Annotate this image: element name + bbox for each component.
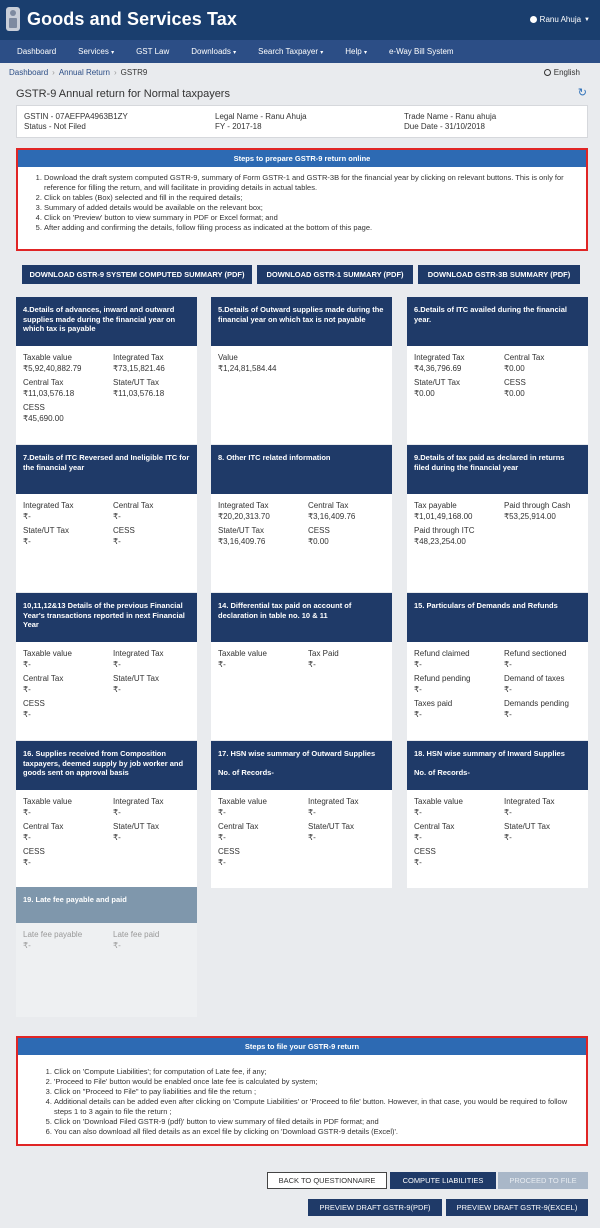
tile-body xyxy=(16,494,197,592)
cell-value: ₹- xyxy=(218,833,226,842)
cell-value: ₹- xyxy=(23,858,31,867)
cell-label: Central Tax xyxy=(113,501,154,510)
state-tax xyxy=(113,377,164,399)
tile-body xyxy=(16,642,197,740)
tile-table-8[interactable] xyxy=(211,445,392,592)
tile-body xyxy=(211,346,392,444)
cell-value: ₹- xyxy=(113,537,121,546)
breadcrumb-current: GSTR9 xyxy=(120,68,148,77)
tile-body xyxy=(16,790,197,888)
cell-label: Late fee payable xyxy=(23,930,83,939)
language-label: English xyxy=(553,68,580,77)
central-tax xyxy=(23,377,74,399)
taxable-value xyxy=(218,648,267,670)
cell-value: ₹0.00 xyxy=(504,364,525,373)
record-count: No. of Records- xyxy=(218,767,274,777)
nav-help-label: Help xyxy=(345,47,362,56)
integrated-tax xyxy=(23,500,74,522)
chevron-down-icon: ▼ xyxy=(584,16,590,23)
globe-icon xyxy=(544,69,551,76)
cess xyxy=(504,377,526,399)
user-menu[interactable] xyxy=(530,15,590,24)
central-tax xyxy=(23,821,63,843)
list-item: 2. Click on tables (Box) selected and fill in the required details; xyxy=(44,193,578,203)
preview-draft-pdf-button[interactable]: PREVIEW DRAFT GSTR-9(PDF) xyxy=(308,1199,442,1216)
cell-label: Value xyxy=(218,353,238,362)
value xyxy=(218,352,276,374)
breadcrumb-separator: › xyxy=(113,68,117,77)
tile-table-5[interactable] xyxy=(211,297,392,444)
cell-label: Taxable value xyxy=(218,649,267,658)
cell-value: ₹- xyxy=(113,660,121,669)
file-steps-title: Steps to file your GSTR-9 return xyxy=(18,1038,586,1055)
cell-value: ₹- xyxy=(504,710,512,719)
cell-value: ₹- xyxy=(23,808,31,817)
cell-value: ₹- xyxy=(414,660,422,669)
download-gstr3b-summary-button[interactable]: DOWNLOAD GSTR-3B SUMMARY (PDF) xyxy=(418,265,580,284)
tile-table-16[interactable] xyxy=(16,741,197,888)
tile-title: 5.Details of Outward supplies made during the financial year on which tax is not payable xyxy=(211,297,392,346)
cell-label: CESS xyxy=(23,699,45,708)
nav-services[interactable] xyxy=(67,40,125,63)
cell-value: ₹3,16,409.76 xyxy=(308,512,356,521)
tile-header xyxy=(211,741,392,790)
cell-label: Refund pending xyxy=(414,674,471,683)
taxable-value xyxy=(23,796,72,818)
cell-value: ₹- xyxy=(218,660,226,669)
cell-label: Central Tax xyxy=(23,378,64,387)
prepare-steps-title: Steps to prepare GSTR-9 return online xyxy=(18,150,586,167)
tile-table-17[interactable] xyxy=(211,741,392,888)
tile-title: 17. HSN wise summary of Outward Supplies xyxy=(218,749,376,758)
language-selector[interactable] xyxy=(544,68,580,77)
cell-value: ₹1,24,81,584.44 xyxy=(218,364,277,373)
cell-value: ₹- xyxy=(504,685,512,694)
user-icon xyxy=(530,16,537,23)
nav-downloads-label: Downloads xyxy=(191,47,231,56)
cell-value: ₹- xyxy=(23,537,31,546)
tile-table-10-13[interactable] xyxy=(16,593,197,740)
taxable-value xyxy=(23,648,72,670)
cell-label: Central Tax xyxy=(504,353,545,362)
nav-help[interactable] xyxy=(334,40,378,63)
cell-value: ₹- xyxy=(504,808,512,817)
nav-services-label: Services xyxy=(78,47,109,56)
cell-value: ₹0.00 xyxy=(414,389,435,398)
cess xyxy=(414,846,436,868)
cell-value: ₹5,92,40,882.79 xyxy=(23,364,82,373)
cell-value: ₹0.00 xyxy=(308,537,329,546)
chevron-down-icon: ▾ xyxy=(111,50,115,56)
list-item: 3. Summary of added details would be available on the relevant box; xyxy=(44,203,578,213)
tile-table-9[interactable] xyxy=(407,445,588,592)
cess xyxy=(23,846,45,868)
paid-through-itc xyxy=(414,525,474,547)
tile-table-7[interactable] xyxy=(16,445,197,592)
cess xyxy=(113,525,135,547)
cell-value: ₹- xyxy=(308,808,316,817)
cell-label: Refund sectioned xyxy=(504,649,567,658)
cell-label: Demands pending xyxy=(504,699,569,708)
list-item: 6. You can also download all filed details as an excel file by clicking on 'Download GSTR-9 details (Excel)'. xyxy=(54,1127,578,1137)
breadcrumb-separator: › xyxy=(52,68,55,77)
tile-header xyxy=(407,741,588,790)
download-gstr1-summary-button[interactable]: DOWNLOAD GSTR-1 SUMMARY (PDF) xyxy=(257,265,413,284)
tile-body xyxy=(16,346,197,444)
download-system-summary-button[interactable]: DOWNLOAD GSTR-9 SYSTEM COMPUTED SUMMARY (PDF) xyxy=(22,265,252,284)
list-item: 4. Click on 'Preview' button to view summary in PDF or Excel format; and xyxy=(44,213,578,223)
cell-label: State/UT Tax xyxy=(414,378,460,387)
cell-value: ₹11,03,576.18 xyxy=(113,389,165,398)
breadcrumb-dashboard[interactable]: Dashboard xyxy=(9,68,49,77)
compute-liabilities-button[interactable]: COMPUTE LIABILITIES xyxy=(390,1172,496,1189)
cell-value: ₹53,25,914.00 xyxy=(504,512,556,521)
cell-label: State/UT Tax xyxy=(113,378,159,387)
state-tax xyxy=(414,377,460,399)
cell-value: ₹- xyxy=(504,660,512,669)
cell-value: ₹- xyxy=(414,858,422,867)
central-tax xyxy=(113,500,153,522)
cell-value: ₹0.00 xyxy=(504,389,525,398)
due-date: Due Date - 31/10/2018 xyxy=(404,122,485,131)
user-name: Ranu Ahuja xyxy=(539,15,582,24)
cell-label: Taxes paid xyxy=(414,699,453,708)
cell-label: CESS xyxy=(23,847,45,856)
prepare-steps-panel xyxy=(16,148,588,251)
cell-label: State/UT Tax xyxy=(113,674,159,683)
tile-body xyxy=(211,494,392,592)
back-to-questionnaire-button[interactable]: BACK TO QUESTIONNAIRE xyxy=(267,1172,387,1189)
cell-label: Paid through ITC xyxy=(414,526,475,535)
tile-title: 4.Details of advances, inward and outward supplies made during the financial year on which tax is payable xyxy=(16,297,197,346)
tile-table-6[interactable] xyxy=(407,297,588,444)
late-fee-payable xyxy=(23,929,82,951)
list-item: 5. Click on 'Download Filed GSTR-9 (pdf)' button to view summary of filed details in PDF format; and xyxy=(54,1117,578,1127)
list-item: 5. After adding and confirming the details, follow filing process as indicated at the bottom of this page. xyxy=(44,223,578,233)
cell-value: ₹4,36,796.69 xyxy=(414,364,462,373)
central-tax xyxy=(504,352,544,374)
emblem-icon xyxy=(6,7,20,31)
cell-value: ₹45,690.00 xyxy=(23,414,64,423)
cell-label: State/UT Tax xyxy=(218,526,264,535)
refresh-icon[interactable]: ↻ xyxy=(577,87,587,99)
status: Status - Not Filed xyxy=(24,122,86,131)
cell-label: Demand of taxes xyxy=(504,674,565,683)
tile-title: 16. Supplies received from Composition taxpayers, deemed supply by job worker and goods sent on approval basis xyxy=(16,741,197,790)
cell-label: Central Tax xyxy=(23,674,64,683)
state-tax xyxy=(308,821,354,843)
cell-label: Taxable value xyxy=(23,797,72,806)
cell-label: Integrated Tax xyxy=(113,649,164,658)
tile-table-14[interactable] xyxy=(211,593,392,740)
cell-value: ₹- xyxy=(218,808,226,817)
tile-body xyxy=(407,346,588,444)
financial-year: FY - 2017-18 xyxy=(215,122,262,131)
cell-value: ₹- xyxy=(308,660,316,669)
trade-name: Trade Name - Ranu ahuja xyxy=(404,112,497,121)
integrated-tax xyxy=(113,796,164,818)
cell-label: Tax payable xyxy=(414,501,457,510)
cell-label: State/UT Tax xyxy=(504,822,550,831)
file-steps-panel xyxy=(16,1036,588,1146)
cell-value: ₹- xyxy=(23,685,31,694)
cell-value: ₹48,23,254.00 xyxy=(414,537,466,546)
brand[interactable] xyxy=(6,7,237,31)
list-item: 1. Click on 'Compute Liabilities'; for computation of Late fee, if any; xyxy=(54,1067,578,1077)
state-tax xyxy=(23,525,69,547)
top-header xyxy=(0,0,600,40)
proceed-to-file-button: PROCEED TO FILE xyxy=(498,1172,588,1189)
refund-claimed xyxy=(414,648,470,670)
tile-body xyxy=(407,790,588,888)
tile-title: 18. HSN wise summary of Inward Supplies xyxy=(414,749,565,758)
breadcrumb xyxy=(9,68,147,77)
record-count: No. of Records- xyxy=(414,767,470,777)
gstin: GSTIN - 07AEFPA4963B1ZY xyxy=(24,112,128,121)
tile-table-15[interactable] xyxy=(407,593,588,740)
taxpayer-info xyxy=(16,105,588,138)
taxable-value xyxy=(23,352,81,374)
cell-label: Taxable value xyxy=(23,353,72,362)
tile-body xyxy=(407,642,588,740)
cell-label: State/UT Tax xyxy=(23,526,69,535)
preview-draft-excel-button[interactable]: PREVIEW DRAFT GSTR-9(EXCEL) xyxy=(446,1199,588,1216)
cell-label: State/UT Tax xyxy=(308,822,354,831)
central-tax xyxy=(308,500,355,522)
cell-value: ₹73,15,821.46 xyxy=(113,364,165,373)
refund-sanctioned xyxy=(504,648,566,670)
tile-title: 9.Details of tax paid as declared in returns filed during the financial year xyxy=(407,445,588,494)
cell-label: Integrated Tax xyxy=(23,501,74,510)
integrated-tax xyxy=(218,500,270,522)
cell-label: Integrated Tax xyxy=(113,353,164,362)
cell-label: Tax Paid xyxy=(308,649,339,658)
cell-value: ₹- xyxy=(23,941,31,950)
nav-gst-law[interactable]: GST Law xyxy=(136,47,170,56)
cell-value: ₹- xyxy=(414,685,422,694)
cell-label: Refund claimed xyxy=(414,649,470,658)
cell-label: Integrated Tax xyxy=(218,501,269,510)
cell-value: ₹- xyxy=(23,660,31,669)
breadcrumb-annual-return[interactable]: Annual Return xyxy=(58,68,110,77)
cell-label: Paid through Cash xyxy=(504,501,571,510)
central-tax xyxy=(218,821,258,843)
tile-title: 8. Other ITC related information xyxy=(211,445,392,494)
cell-label: Taxable value xyxy=(414,797,463,806)
state-tax xyxy=(218,525,265,547)
brand-title: Goods and Services Tax xyxy=(27,8,237,29)
state-tax xyxy=(113,673,159,695)
cell-label: Late fee paid xyxy=(113,930,160,939)
tile-title: 10,11,12&13 Details of the previous Financial Year's transactions reported in next Financial Year xyxy=(16,593,197,642)
cess xyxy=(308,525,330,547)
integrated-tax xyxy=(414,352,465,374)
info-col-2 xyxy=(215,112,307,132)
cess xyxy=(218,846,240,868)
cell-value: ₹- xyxy=(113,808,121,817)
tile-title: 6.Details of ITC availed during the financial year. xyxy=(407,297,588,346)
central-tax xyxy=(23,673,63,695)
taxes-paid xyxy=(414,698,452,720)
cell-value: ₹- xyxy=(414,710,422,719)
nav-dashboard[interactable]: Dashboard xyxy=(17,47,57,56)
cell-label: Central Tax xyxy=(308,501,349,510)
cell-label: CESS xyxy=(414,847,436,856)
tile-title: 15. Particulars of Demands and Refunds xyxy=(407,593,588,642)
cell-value: ₹- xyxy=(113,833,121,842)
info-col-1 xyxy=(24,112,128,132)
tile-body xyxy=(407,494,588,592)
nav-search-taxpayer[interactable] xyxy=(247,40,334,63)
cell-label: CESS xyxy=(308,526,330,535)
paid-through-cash xyxy=(504,500,570,522)
refund-pending xyxy=(414,673,471,695)
cess xyxy=(23,402,64,424)
state-tax xyxy=(113,821,159,843)
cell-label: Integrated Tax xyxy=(414,353,465,362)
tax-paid xyxy=(308,648,339,670)
demand-of-taxes xyxy=(504,673,564,695)
tax-payable xyxy=(414,500,472,522)
nav-downloads[interactable] xyxy=(180,40,247,63)
cess xyxy=(23,698,45,720)
cell-label: CESS xyxy=(113,526,135,535)
page-title: GSTR-9 Annual return for Normal taxpayers xyxy=(16,88,230,100)
cell-value: ₹- xyxy=(23,833,31,842)
state-tax xyxy=(504,821,550,843)
nav-search-taxpayer-label: Search Taxpayer xyxy=(258,47,318,56)
cell-value: ₹- xyxy=(414,808,422,817)
chevron-down-icon: ▾ xyxy=(233,50,237,56)
cell-value: ₹1,01,49,168.00 xyxy=(414,512,473,521)
integrated-tax xyxy=(113,648,164,670)
chevron-down-icon: ▾ xyxy=(363,50,367,56)
list-item: 1. Download the draft system computed GSTR-9, summary of Form GSTR-1 and GSTR-3B for the financial year by clicking on relevant buttons. This is only for reference for filling the return, and will facilitate in providing details in actual tables. xyxy=(44,173,578,193)
late-fee-paid xyxy=(113,929,159,951)
tile-title: 19. Late fee payable and paid xyxy=(16,887,197,923)
legal-name: Legal Name - Ranu Ahuja xyxy=(215,112,307,121)
demands-pending xyxy=(504,698,569,720)
main-nav xyxy=(0,40,600,63)
nav-eway-bill[interactable]: e-Way Bill System xyxy=(388,47,454,56)
cell-value: ₹- xyxy=(504,833,512,842)
taxable-value xyxy=(414,796,463,818)
cell-label: Integrated Tax xyxy=(308,797,359,806)
cell-value: ₹20,20,313.70 xyxy=(218,512,270,521)
cell-value: ₹- xyxy=(23,512,31,521)
integrated-tax xyxy=(504,796,555,818)
list-item: 4. Additional details can be added even after clicking on 'Compute Liabilities' or 'Proceed to file' button. However, in that case, you would be required to follow steps 1 to 3 again to file the return ; xyxy=(54,1097,578,1117)
prepare-steps-list xyxy=(18,167,586,237)
cell-label: Central Tax xyxy=(23,822,64,831)
cell-value: ₹- xyxy=(113,685,121,694)
tile-table-4[interactable] xyxy=(16,297,197,444)
info-col-3 xyxy=(404,112,496,132)
cell-label: CESS xyxy=(504,378,526,387)
taxable-value xyxy=(218,796,267,818)
tile-body xyxy=(16,923,197,1021)
cell-label: Integrated Tax xyxy=(504,797,555,806)
integrated-tax xyxy=(308,796,359,818)
file-steps-list xyxy=(18,1055,586,1141)
cell-label: State/UT Tax xyxy=(113,822,159,831)
tile-table-19 xyxy=(16,887,197,1017)
cell-value: ₹- xyxy=(414,833,422,842)
cell-value: ₹- xyxy=(308,833,316,842)
cell-value: ₹- xyxy=(218,858,226,867)
tile-table-18[interactable] xyxy=(407,741,588,888)
cell-label: Integrated Tax xyxy=(113,797,164,806)
cell-label: Taxable value xyxy=(23,649,72,658)
cell-label: Central Tax xyxy=(414,822,455,831)
cell-label: CESS xyxy=(218,847,240,856)
tile-title: 7.Details of ITC Reversed and Ineligible ITC for the financial year xyxy=(16,445,197,494)
tile-title: 14. Differential tax paid on account of declaration in table no. 10 & 11 xyxy=(211,593,392,642)
cell-label: Central Tax xyxy=(218,822,259,831)
list-item: 3. Click on "Proceed to File" to pay liabilities and file the return ; xyxy=(54,1087,578,1097)
cell-label: Taxable value xyxy=(218,797,267,806)
tile-body xyxy=(211,642,392,740)
cell-value: ₹- xyxy=(113,941,121,950)
integrated-tax xyxy=(113,352,165,374)
cell-value: ₹11,03,576.18 xyxy=(23,389,75,398)
tile-body xyxy=(211,790,392,888)
cell-label: CESS xyxy=(23,403,45,412)
cell-value: ₹3,16,409.76 xyxy=(218,537,266,546)
central-tax xyxy=(414,821,454,843)
cell-value: ₹- xyxy=(23,710,31,719)
chevron-down-icon: ▾ xyxy=(320,50,324,56)
cell-value: ₹- xyxy=(113,512,121,521)
list-item: 2. 'Proceed to File' button would be enabled once late fee is calculated by system; xyxy=(54,1077,578,1087)
